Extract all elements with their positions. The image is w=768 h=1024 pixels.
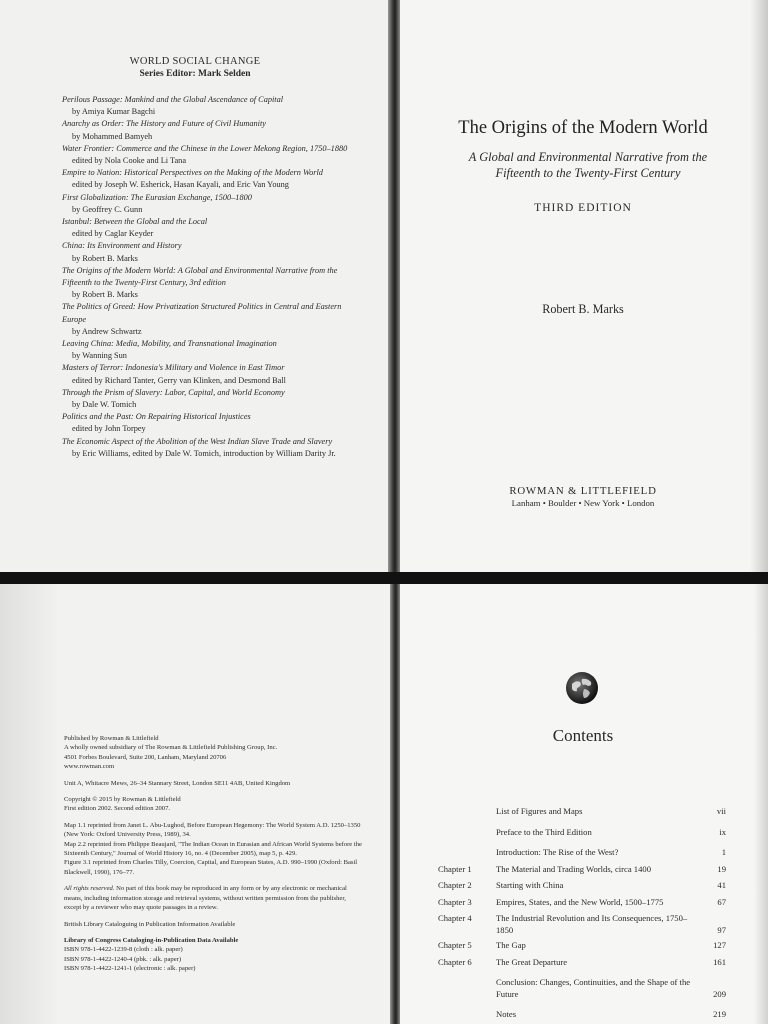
toc-chapter-label [438, 1009, 496, 1021]
book-gutter [388, 0, 400, 572]
toc-chapter-label: Chapter 4 [438, 913, 472, 923]
toc-title: The Material and Trading Worlds, circa 1400 [496, 863, 651, 874]
toc-title: The Great Departure [496, 956, 568, 967]
toc-chapter-label [438, 827, 496, 839]
toc-entry [438, 940, 726, 952]
toc-title: The Industrial Revolution and Its Consequences, 1750–1850 [496, 913, 688, 935]
british-library-note: British Library Cataloguing in Publication Information Available [64, 920, 236, 928]
toc-page-number: 1 [721, 847, 726, 857]
book-gutter [390, 584, 400, 1024]
series-book: Through the Prism of Slavery: Labor, Capital, and World Economy by Dale W. Tomich [62, 387, 285, 410]
uk-address: Unit A, Whitacre Mews, 26–34 Stannary Street, London SE11 4AB, United Kingdom [64, 779, 291, 787]
toc-title: The Gap [496, 940, 526, 950]
page-shadow [754, 584, 768, 1024]
toc-chapter-label: Chapter 6 [438, 956, 472, 967]
toc-page-number: 219 [713, 1009, 726, 1019]
toc-chapter-label: Chapter 2 [438, 880, 472, 890]
series-book: The Origins of the Modern World: A Global and Environmental Narrative from the Fifteenth to the Twenty-First Century, 3rd edition by Robert B. Marks [62, 265, 338, 300]
table-of-contents [438, 806, 726, 1021]
series-book: The Politics of Greed: How Privatization Structured Politics in Central and Eastern Europe by Andrew Schwartz [62, 302, 342, 336]
series-book: Water Frontier: Commerce and the Chinese in the Lower Mekong Region, 1750–1880 edited by Nola Cooke and Li Tana [62, 143, 348, 166]
toc-title: Conclusion: Changes, Continuities, and the Shape of the Future [496, 977, 691, 999]
series-book: Politics and the Past: On Repairing Historical Injustices edited by John Torpey [62, 412, 251, 434]
publisher-name: ROWMAN & LITTLEFIELD [509, 485, 657, 497]
isbn-block: Library of Congress Cataloging-in-Publication Data Available ISBN 978-1-4422-1239-8 (cloth : alk. paper) ISBN 978-1-4422-1240-4 (pbk. : alk. paper) ISBN 978-1-4422-1241-1 (electronic : alk. paper) [64, 936, 239, 973]
author-name: Robert B. Marks [542, 302, 624, 316]
globe-icon [564, 670, 600, 706]
edition-label: THIRD EDITION [534, 202, 632, 214]
toc-chapter-label [438, 806, 496, 818]
series-book: China: Its Environment and History by Robert B. Marks [62, 241, 182, 263]
toc-page-number: 67 [717, 896, 726, 907]
toc-title: Starting with China [496, 880, 564, 890]
page-shadow [0, 584, 60, 1024]
toc-entry [438, 847, 726, 859]
series-title: WORLD SOCIAL CHANGE [129, 56, 261, 67]
toc-page-number: 127 [713, 940, 726, 950]
toc-page-number: 161 [713, 956, 726, 967]
title-page [398, 0, 768, 572]
toc-page-number: ix [719, 826, 726, 837]
copyright-block [64, 734, 364, 981]
series-book: The Economic Aspect of the Abolition of the West Indian Slave Trade and Slavery by Eric Williams, edited by Dale W. Tomich, introduction by William Darity Jr. [62, 436, 336, 458]
publisher-block: Published by Rowman & Littlefield A wholly owned subsidiary of The Rowman & Littlefield Publishing Group, Inc. 4501 Forbes Boulevard, Suite 200, Lanham, Maryland 20706 www.rowman.com [64, 735, 278, 771]
toc-chapter-label: Chapter 1 [438, 863, 472, 874]
toc-entry [438, 827, 726, 839]
contents-page [398, 584, 768, 1024]
page-shadow [750, 0, 768, 572]
toc-entry [438, 880, 726, 892]
toc-title: List of Figures and Maps [496, 806, 583, 816]
toc-entry [438, 864, 726, 876]
book-title: The Origins of the Modern World [458, 118, 708, 138]
contents-heading: Contents [552, 726, 614, 745]
toc-title: Introduction: The Rise of the West? [496, 847, 619, 857]
toc-page-number: 19 [717, 863, 726, 874]
series-book: First Globalization: The Eurasian Exchange, 1500–1800 by Geoffrey C. Gunn [62, 192, 252, 214]
series-book: Leaving China: Media, Mobility, and Transnational Imagination by Wanning Sun [62, 339, 277, 361]
scan-divider [0, 572, 768, 584]
map-credits: Map 1.1 reprinted from Janet L. Abu-Lughod, Before European Hegemony: The World System A.D. 1250–1350 (New York: Oxford University Press, 1989), 34. Map 2.2 reprinted from Philippe Beaujard, "The Indian Ocean in Eurasian and African World Systems before the Sixteenth Century," Journal of World History 16, no. 4 (December 2005), map 5, p. 429. Figure 3.1 reprinted from Charles Tilly, Coercion, Capital, and European States, A.D. 990–1990 (Oxford: Basil Blackwell, 1990), 176–77. [64, 821, 362, 876]
toc-page-number: 209 [713, 988, 726, 999]
toc-page-number: 41 [717, 880, 726, 890]
copyright-notice: Copyright © 2015 by Rowman & Littlefield First edition 2002. Second edition 2007. [64, 796, 181, 813]
copyright-page [0, 584, 392, 1024]
toc-title: Notes [496, 1009, 517, 1019]
toc-title: Preface to the Third Edition [496, 826, 592, 837]
series-book: Masters of Terror: Indonesia's Military and Violence in East Timor edited by Richard Tanter, Gerry van Klinken, and Desmond Ball [62, 363, 286, 385]
toc-entry [438, 897, 726, 909]
toc-entry [438, 913, 726, 936]
toc-chapter-label: Chapter 3 [438, 896, 472, 907]
series-book: Istanbul: Between the Global and the Local edited by Caglar Keyder [62, 217, 208, 239]
toc-entry [438, 1009, 726, 1021]
series-book: Anarchy as Order: The History and Future of Civil Humanity by Mohammed Bamyeh [62, 119, 266, 141]
series-book-list [62, 94, 362, 460]
toc-page-number: vii [716, 806, 726, 816]
publisher-places: Lanham • Boulder • New York • London [511, 498, 655, 508]
toc-entry [438, 957, 726, 969]
series-page [0, 0, 390, 572]
series-book: Perilous Passage: Mankind and the Global Ascendance of Capital by Amiya Kumar Bagchi [62, 95, 284, 117]
toc-entry [438, 806, 726, 818]
series-book: Empire to Nation: Historical Perspectives on the Making of the Modern World edited by Joseph W. Esherick, Hasan Kayali, and Eric Van Young [62, 168, 323, 190]
toc-chapter-label: Chapter 5 [438, 940, 472, 950]
book-subtitle: A Global and Environmental Narrative from the Fifteenth to the Twenty-First Century [468, 150, 708, 180]
toc-chapter-label [438, 977, 496, 1000]
toc-title: Empires, States, and the New World, 1500–1775 [496, 896, 664, 907]
rights-notice: All rights reserved. No part of this book may be reproduced in any form or by any electronic or mechanical means, including information storage and retrieval systems, without written permission from the publisher, except by a reviewer who may quote passages in a review. [64, 885, 347, 912]
toc-page-number: 97 [717, 924, 726, 935]
toc-entry [438, 977, 726, 1000]
toc-chapter-label [438, 847, 496, 859]
series-editor: Series Editor: Mark Selden [139, 69, 251, 79]
